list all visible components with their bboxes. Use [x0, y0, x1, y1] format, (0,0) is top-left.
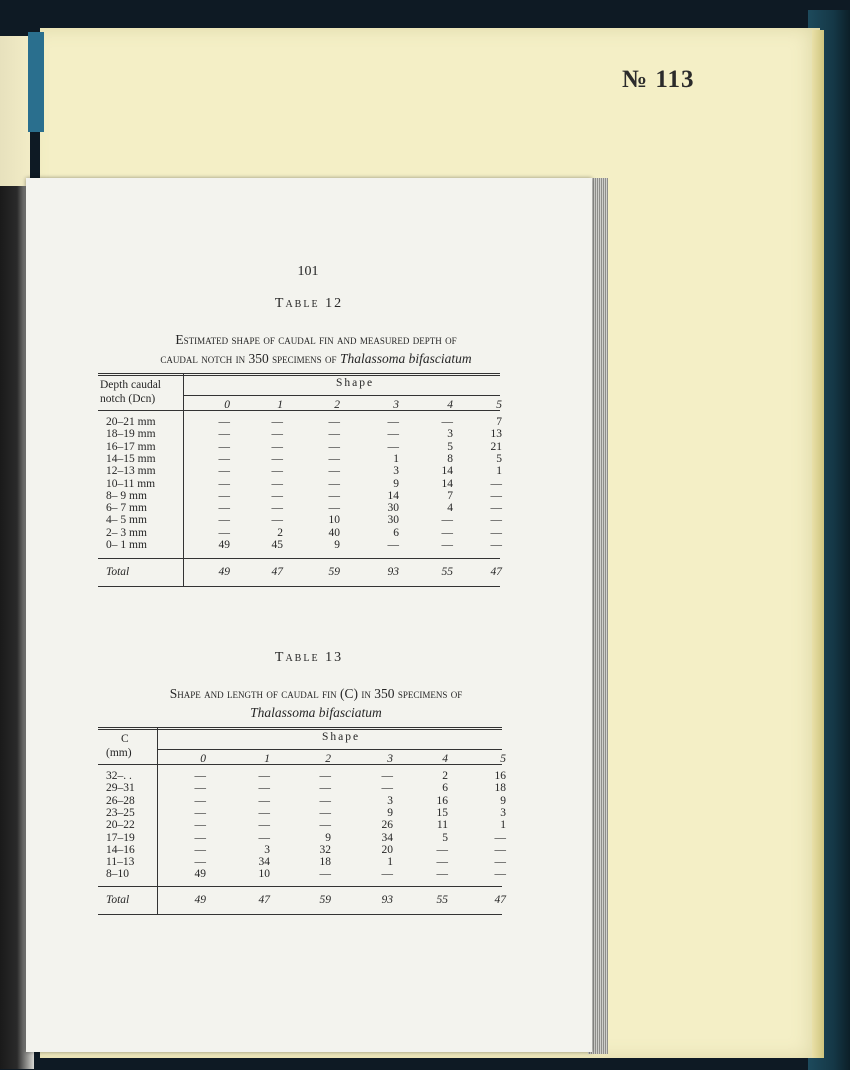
table13-cell: 5 — [442, 831, 448, 844]
table13-cell: 2 — [442, 770, 448, 782]
table12-cell: 45 — [271, 539, 283, 551]
table13-cell: — — [258, 770, 270, 782]
table12-cell: — — [328, 477, 340, 490]
page-number: 101 — [297, 264, 319, 279]
table13-cell: 9 — [325, 831, 331, 844]
table12-cell: — — [218, 489, 230, 502]
table12-cell: 4 — [447, 502, 453, 515]
table13-cell: — — [258, 819, 270, 832]
table13-row-header-1: C — [121, 733, 129, 745]
table13-total-cell: 59 — [319, 894, 331, 906]
table13-col-header: 5 — [500, 753, 506, 765]
printed-page — [26, 178, 592, 1052]
table12-cell: — — [218, 428, 230, 441]
table12-total-cell: 47 — [271, 566, 283, 578]
table13-cell: 34 — [258, 856, 270, 869]
table12-total-cell: 49 — [218, 566, 230, 578]
table13-cell: — — [319, 770, 331, 782]
table12-cell: — — [387, 539, 399, 551]
table13-row-label: 14–16 — [106, 843, 135, 856]
table13-cell: — — [194, 806, 206, 819]
table12-cell: 5 — [447, 440, 453, 453]
table13-total-label: Total — [106, 894, 130, 906]
table12-cell: — — [271, 514, 283, 527]
table12-cell: — — [271, 502, 283, 515]
table13-col-header: 0 — [200, 753, 206, 765]
table13-cell: 9 — [500, 794, 506, 807]
table13-cell: — — [319, 782, 331, 795]
table12-cell: 9 — [334, 539, 340, 551]
table13-row-label: 20–22 — [106, 819, 135, 832]
table13-bottom-rule — [98, 914, 502, 915]
table12-col-header: 1 — [277, 399, 283, 411]
table12-total-cell: 47 — [490, 566, 502, 578]
table12-cell: 40 — [328, 526, 340, 539]
table12-row-label: 20–21 mm — [106, 416, 156, 428]
table12-cell: — — [218, 440, 230, 453]
table13-caption — [96, 684, 536, 722]
table12-cell: — — [490, 489, 502, 502]
table12-col-header: 5 — [496, 399, 502, 411]
table13-cell: — — [436, 856, 448, 869]
table12-col-header: 4 — [447, 399, 453, 411]
table13-cell: 11 — [436, 819, 448, 832]
table13-col-header: 2 — [325, 753, 331, 765]
table13-cell: 18 — [494, 782, 506, 795]
table12-cell: — — [271, 489, 283, 502]
table12-row-label: 6– 7 mm — [106, 502, 147, 515]
table13-cell: 18 — [319, 856, 331, 869]
table12-top-rule-2 — [98, 375, 500, 376]
table13-cell: — — [194, 856, 206, 869]
table13-row-label: 17–19 — [106, 831, 135, 844]
table12-cell: 8 — [447, 452, 453, 465]
table12-title: Table 12 — [274, 296, 344, 311]
table12-cell: 3 — [447, 428, 453, 441]
table13-cell: — — [194, 843, 206, 856]
table13-row-label: 29–31 — [106, 782, 135, 795]
table12-group-header: Shape — [336, 377, 375, 389]
table12-caption-line1: Estimated shape of caudal fin and measured depth of — [175, 332, 457, 347]
table13-cell: — — [194, 831, 206, 844]
table12-species: Thalassoma bifasciatum — [339, 351, 472, 366]
table12-cell: — — [218, 502, 230, 515]
table12-cell: — — [328, 440, 340, 453]
table13-cell: — — [494, 843, 506, 856]
table12-cell: — — [328, 489, 340, 502]
table13-cell: — — [319, 868, 331, 881]
table12-caption — [96, 330, 536, 368]
table12-row-label: 16–17 mm — [106, 440, 156, 453]
table12-cell: 30 — [387, 502, 399, 515]
table12-cell: 7 — [496, 416, 502, 428]
table13-cell: — — [494, 831, 506, 844]
table12-cell: — — [441, 526, 453, 539]
table12-cell: — — [387, 428, 399, 441]
table12-cell: 7 — [447, 489, 453, 502]
table13-total-cell: 49 — [194, 894, 206, 906]
table13-row-label: 26–28 — [106, 794, 135, 807]
table12-cell: — — [441, 416, 453, 428]
table12-cell: — — [387, 440, 399, 453]
table13-cell: — — [494, 868, 506, 881]
table12-cell: 5 — [496, 452, 502, 465]
table13-cell: — — [194, 770, 206, 782]
table13-cell: — — [194, 794, 206, 807]
table13-species: Thalassoma bifasciatum — [250, 705, 382, 720]
table13-top-rule-2 — [98, 729, 502, 730]
table12-cell: 14 — [441, 477, 453, 490]
table12-row-label: 18–19 mm — [106, 428, 156, 441]
table12-cell: 49 — [218, 539, 230, 551]
table12-top-rule — [98, 373, 500, 374]
table12-cell: 13 — [490, 428, 502, 441]
table12-col-header: 2 — [334, 399, 340, 411]
table13-cell: — — [319, 819, 331, 832]
table12-caption-prefix: caudal notch in 350 specimens of — [160, 351, 340, 366]
table12-cell: 10 — [328, 514, 340, 527]
table13-cell: 34 — [381, 831, 393, 844]
table12-total-rule — [98, 558, 500, 559]
table13-cell: 3 — [387, 794, 393, 807]
table13-col-header: 1 — [264, 753, 270, 765]
table13-cell: 1 — [500, 819, 506, 832]
table12-cell: — — [218, 465, 230, 478]
table13-cell: — — [194, 782, 206, 795]
table13-cell: — — [319, 806, 331, 819]
table13-cell: 20 — [381, 843, 393, 856]
table12-cell: 21 — [490, 440, 502, 453]
table12-cell: — — [271, 428, 283, 441]
table12-cell: — — [271, 477, 283, 490]
table12-cell: — — [218, 416, 230, 428]
table12-cell: — — [271, 465, 283, 478]
folder-edge — [812, 30, 824, 1058]
table12-shape-rule — [183, 395, 500, 396]
table12-cell: — — [490, 526, 502, 539]
table12-row-label: 4– 5 mm — [106, 514, 147, 527]
table12-cell: — — [490, 514, 502, 527]
table13-stub-rule — [157, 727, 158, 914]
table12-cell: — — [218, 514, 230, 527]
table13-cell: — — [436, 868, 448, 881]
table12-row-label: 2– 3 mm — [106, 526, 147, 539]
table12-cell: — — [490, 539, 502, 551]
table12-row-header-2: notch (Dcn) — [100, 393, 156, 405]
table13-group-header: Shape — [322, 731, 361, 743]
table13-cell: — — [494, 856, 506, 869]
table13-col-header: 3 — [387, 753, 393, 765]
table12-cell: — — [271, 416, 283, 428]
table12-col-header: 0 — [224, 399, 230, 411]
folder-number: № 113 — [622, 66, 695, 93]
table13-cell: — — [258, 806, 270, 819]
table12-cell: 30 — [387, 514, 399, 527]
table12-caption-line2 — [96, 349, 536, 368]
table12-cell: 1 — [496, 465, 502, 478]
table12-cell: 6 — [393, 526, 399, 539]
table12-cell: — — [328, 465, 340, 478]
table13-cell: 1 — [387, 856, 393, 869]
table13-cell: 10 — [258, 868, 270, 881]
table12-cell: 9 — [393, 477, 399, 490]
table13-total-cell: 93 — [381, 894, 393, 906]
table12-cell: — — [490, 502, 502, 515]
table12-row-label: 8– 9 mm — [106, 489, 147, 502]
table12-cell: — — [328, 416, 340, 428]
table13-row-header-2: (mm) — [106, 747, 132, 759]
table12-row-label: 14–15 mm — [106, 452, 156, 465]
table12-total-cell: 93 — [387, 566, 399, 578]
table13-row-label: 32–. . — [106, 770, 132, 782]
table12-row-label: 10–11 mm — [106, 477, 156, 490]
table12-cell: 3 — [393, 465, 399, 478]
table12-cell: 2 — [277, 526, 283, 539]
table13-cell: 26 — [381, 819, 393, 832]
table13-col-header: 4 — [442, 753, 448, 765]
table12-cell: — — [490, 477, 502, 490]
table12-cell: — — [218, 477, 230, 490]
table13-cell: — — [319, 794, 331, 807]
table13-row-label: 8–10 — [106, 868, 129, 881]
table13-cell: 3 — [264, 843, 270, 856]
table13-top-rule — [98, 727, 502, 728]
table12-stub-rule — [183, 373, 184, 586]
table12-cell: — — [328, 428, 340, 441]
table12-cell: — — [271, 440, 283, 453]
table13-cell: — — [381, 770, 393, 782]
table12-cell: — — [218, 452, 230, 465]
table13-row-label: 11–13 — [106, 856, 135, 869]
table13-cell: — — [258, 782, 270, 795]
blue-tab — [28, 32, 44, 132]
table12-row-header-1: Depth caudal — [100, 379, 161, 391]
table13-cell: — — [381, 868, 393, 881]
table12-row-label: 0– 1 mm — [106, 539, 147, 551]
table13-cell: — — [258, 831, 270, 844]
table13-total-cell: 47 — [258, 894, 270, 906]
table13-cell: 16 — [436, 794, 448, 807]
table12-cell: — — [218, 526, 230, 539]
table13-caption-line2 — [96, 703, 536, 722]
table13-cell: 49 — [194, 868, 206, 881]
table13-cell: — — [194, 819, 206, 832]
table13-caption-line1: Shape and length of caudal fin (C) in 350 specimens of — [169, 686, 463, 701]
table12-cell: — — [271, 452, 283, 465]
table13-total-cell: 55 — [436, 894, 448, 906]
table12-cell: — — [387, 416, 399, 428]
table12-total-label: Total — [106, 566, 130, 578]
table12-cell: — — [441, 514, 453, 527]
table12-cell: — — [441, 539, 453, 551]
table13-cell: 3 — [500, 806, 506, 819]
table13-cell: — — [381, 782, 393, 795]
table13-total-cell: 47 — [494, 894, 506, 906]
table13-row-label: 23–25 — [106, 806, 135, 819]
table12-row-label: 12–13 mm — [106, 465, 156, 478]
table13-cell: 32 — [319, 843, 331, 856]
table12-bottom-rule — [98, 586, 500, 587]
table12-total-cell: 59 — [328, 566, 340, 578]
table12-cell: — — [328, 452, 340, 465]
table13-title: Table 13 — [274, 650, 344, 665]
table12-total-cell: 55 — [441, 566, 453, 578]
table12-cell: — — [328, 502, 340, 515]
table12-cell: 1 — [393, 452, 399, 465]
table13-cell: 16 — [494, 770, 506, 782]
table13-cell: 6 — [442, 782, 448, 795]
table13-cell: — — [258, 794, 270, 807]
table13-cell: 15 — [436, 806, 448, 819]
table13-total-rule — [98, 886, 502, 887]
table12-col-header: 3 — [393, 399, 399, 411]
table13-cell: 9 — [387, 806, 393, 819]
table12-cell: 14 — [441, 465, 453, 478]
table13-cell: — — [436, 843, 448, 856]
table12-cell: 14 — [387, 489, 399, 502]
table13-shape-rule — [157, 749, 502, 750]
